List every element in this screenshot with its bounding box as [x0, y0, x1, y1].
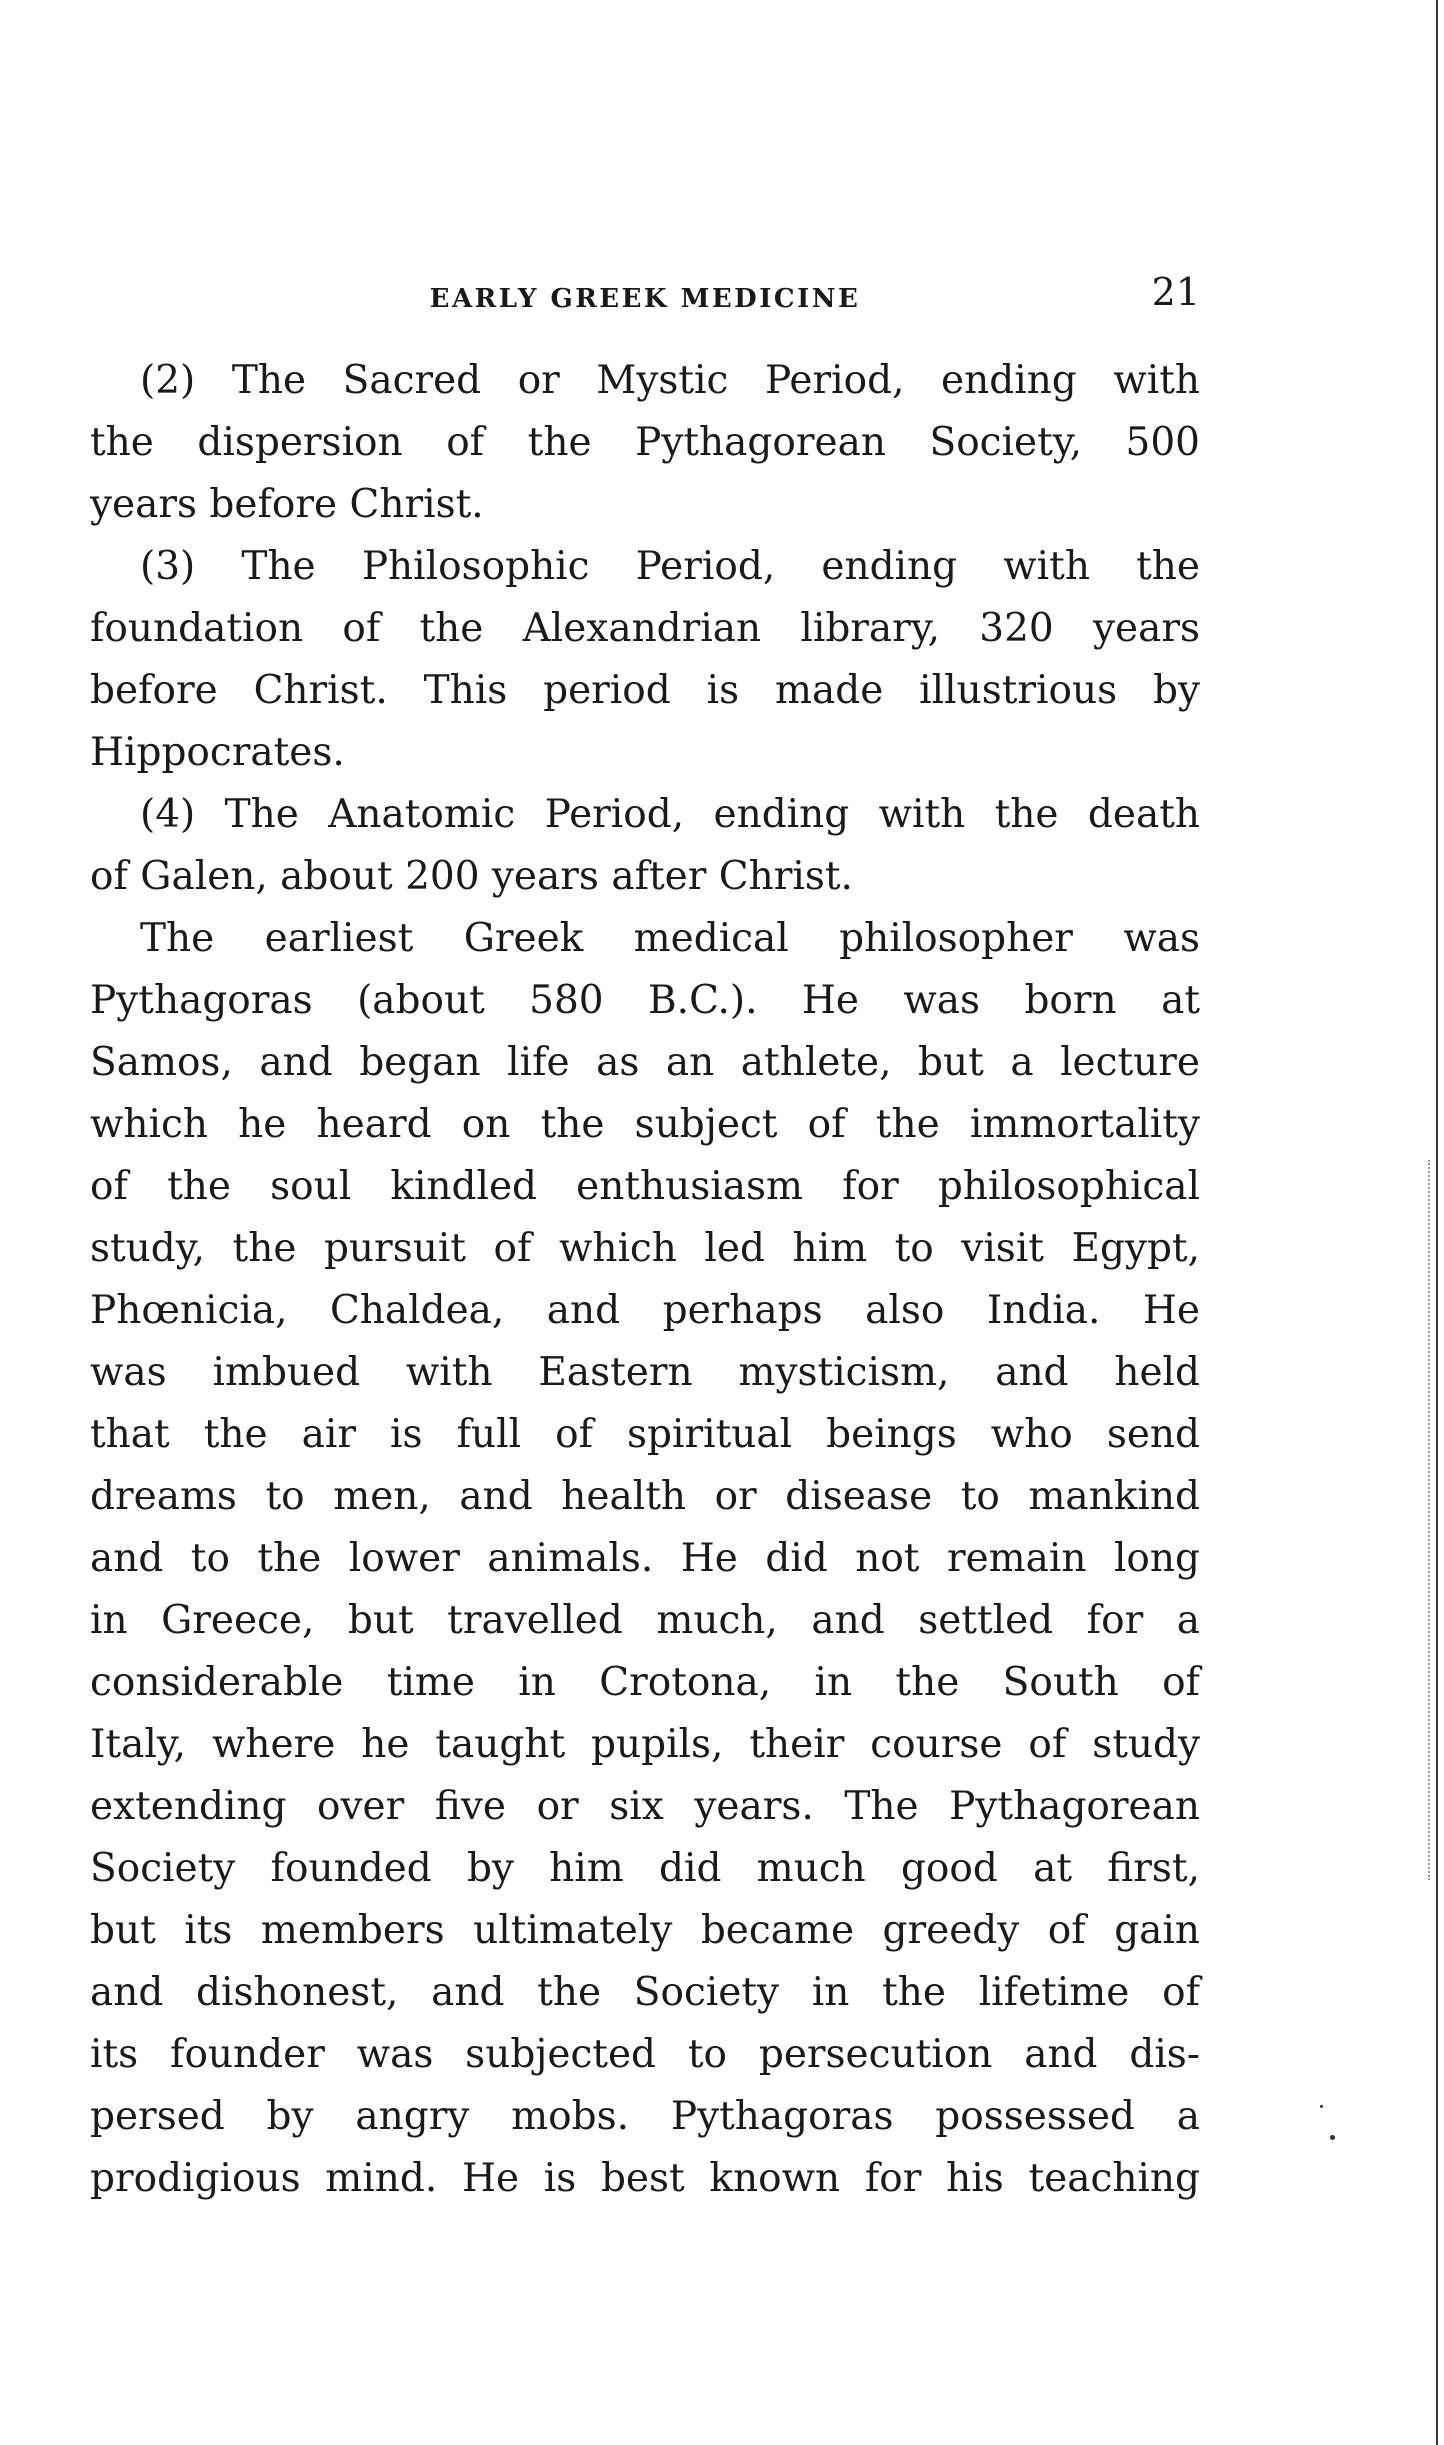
text-line: Society founded by him did much good at first, [90, 1846, 1200, 1891]
text-line: and to the lower animals. He did not remain long [90, 1536, 1200, 1581]
text-line: Phœnicia, Chaldea, and perhaps also India. He [90, 1288, 1200, 1333]
page-edge-line [1436, 0, 1438, 2445]
text-line: but its members ultimately became greedy of gain [90, 1908, 1200, 1953]
text-line: before Christ. This period is made illustrious by [90, 668, 1200, 713]
text-line: (4) The Anatomic Period, ending with the death [140, 792, 1200, 837]
text-line: persed by angry mobs. Pythagoras possessed a [90, 2094, 1200, 2139]
body-text [90, 350, 1200, 2210]
page-number: 21 [1151, 270, 1200, 314]
text-line: The earliest Greek medical philosopher was [140, 916, 1200, 961]
text-line: the dispersion of the Pythagorean Society, 500 [90, 420, 1200, 465]
ink-speck [1330, 2135, 1335, 2140]
running-title: EARLY GREEK MEDICINE [429, 284, 861, 314]
text-line: that the air is full of spiritual beings who send [90, 1412, 1200, 1457]
text-line: of the soul kindled enthusiasm for philosophical [90, 1164, 1200, 1209]
text-line: and dishonest, and the Society in the lifetime of [90, 1970, 1200, 2015]
running-head [90, 270, 1200, 320]
ink-speck [1320, 2105, 1323, 2108]
text-line: dreams to men, and health or disease to mankind [90, 1474, 1200, 1519]
text-line: extending over five or six years. The Pythagorean [90, 1784, 1200, 1829]
text-line: years before Christ. [90, 482, 484, 527]
text-line: of Galen, about 200 years after Christ. [90, 854, 853, 899]
text-line: Pythagoras (about 580 B.C.). He was born at [90, 978, 1200, 1023]
text-line: considerable time in Crotona, in the South of [90, 1660, 1200, 1705]
margin-dots [1428, 1160, 1432, 1880]
text-line: foundation of the Alexandrian library, 320 years [90, 606, 1200, 651]
text-line: (3) The Philosophic Period, ending with the [140, 544, 1200, 589]
text-line: study, the pursuit of which led him to visit Egypt, [90, 1226, 1200, 1271]
text-line: Hippocrates. [90, 730, 345, 775]
text-line: in Greece, but travelled much, and settled for a [90, 1598, 1200, 1643]
text-line: was imbued with Eastern mysticism, and held [90, 1350, 1200, 1395]
text-line: which he heard on the subject of the immortality [90, 1102, 1200, 1147]
text-line: its founder was subjected to persecution and dis- [90, 2032, 1200, 2077]
text-line: Samos, and began life as an athlete, but a lecture [90, 1040, 1200, 1085]
text-line: Italy, where he taught pupils, their course of study [90, 1722, 1200, 1767]
text-line: prodigious mind. He is best known for his teaching [90, 2156, 1200, 2201]
text-line: (2) The Sacred or Mystic Period, ending with [140, 358, 1200, 403]
